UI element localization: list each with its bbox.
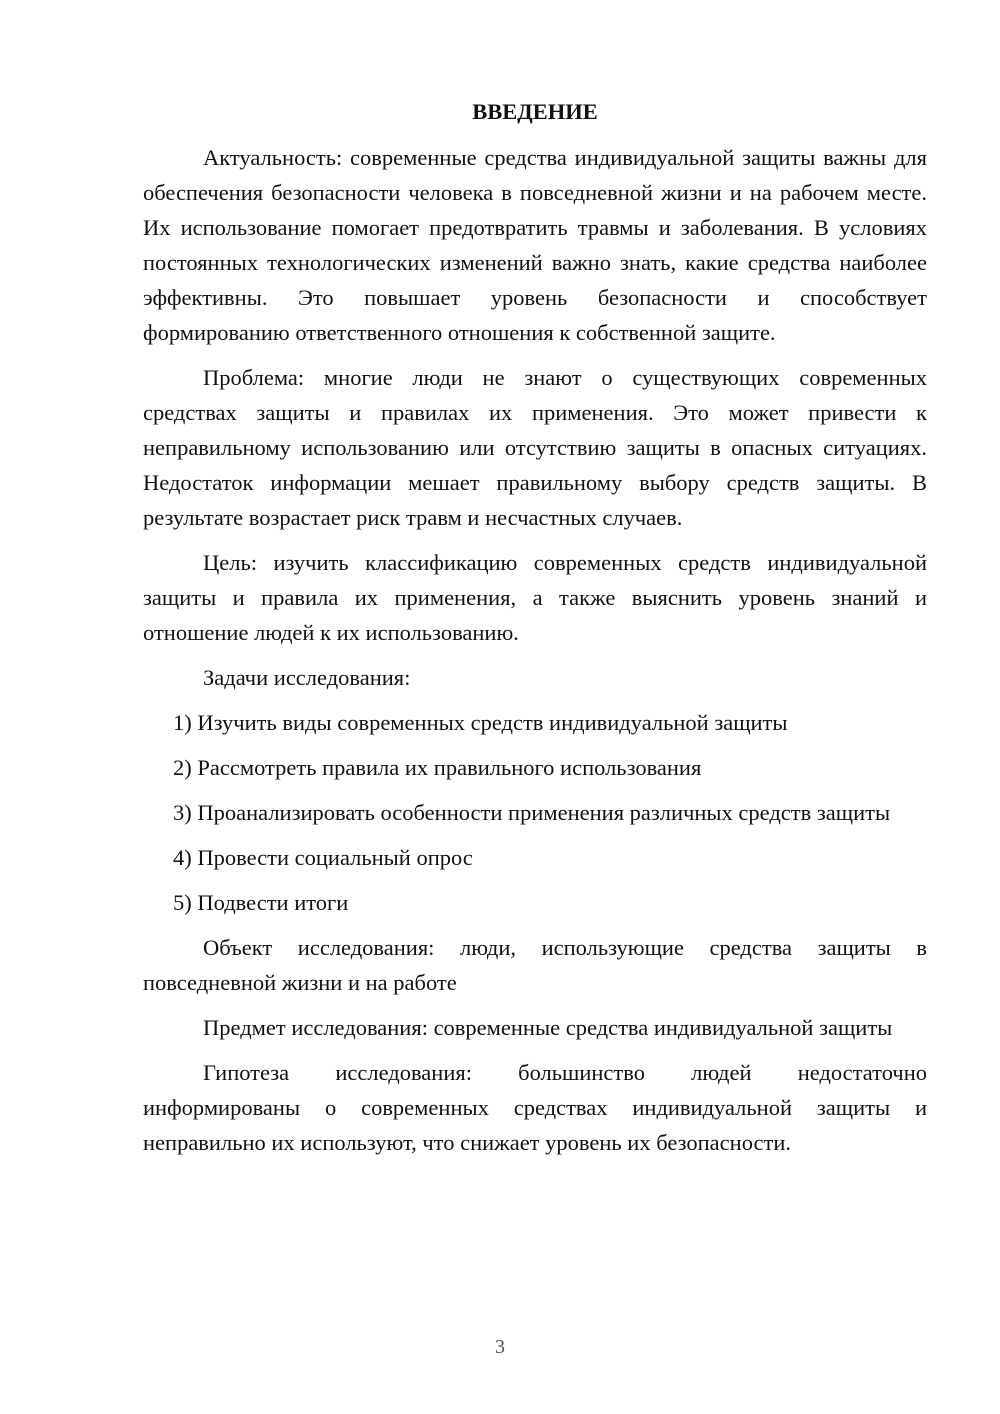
paragraph-hypothesis: Гипотеза исследования: большинство людей недостаточно информированы о современных средствах индивидуальной защиты и неправильно их используют, что снижает уровень их безопасности. — [143, 1060, 927, 1155]
section-title: ВВЕДЕНИЕ — [472, 99, 598, 124]
paragraph-relevance: Актуальность: современные средства индивидуальной защиты важны для обеспечения безопасности человека в повседневной жизни и на рабочем месте. Их использование помогает предотвратить травмы и заболевания. В условиях постоянных технологических изменений важно знать, какие средства наиболее эффективны. Это повышает уровень безопасности и способствует формированию ответственного отношения к собственной защите. — [143, 145, 927, 345]
list-item-task-4: 4) Провести социальный опрос — [173, 845, 473, 870]
paragraph-goal: Цель: изучить классификацию современных средств индивидуальной защиты и правила их применения, а также выяснить уровень знаний и отношение людей к их использованию. — [143, 550, 927, 645]
paragraph-problem: Проблема: многие люди не знают о существующих современных средствах защиты и правилах их применения. Это может привести к неправильному использованию или отсутствию защиты в опасных ситуациях. Недостаток информации мешает правильному выбору средств защиты. В результате возрастает риск травм и несчастных случаев. — [143, 365, 927, 530]
paragraph-subject: Предмет исследования: современные средства индивидуальной защиты — [203, 1015, 893, 1040]
document-body — [143, 94, 927, 1170]
list-item-task-5: 5) Подвести итоги — [173, 890, 349, 915]
list-item-task-2: 2) Рассмотреть правила их правильного использования — [173, 755, 702, 780]
list-item-task-3: 3) Проанализировать особенности применения различных средств защиты — [173, 800, 891, 825]
paragraph-tasks-heading: Задачи исследования: — [203, 665, 411, 690]
list-item-task-1: 1) Изучить виды современных средств индивидуальной защиты — [173, 710, 788, 735]
page-number: 3 — [495, 1336, 505, 1358]
paragraph-object: Объект исследования: люди, использующие средства защиты в повседневной жизни и на работе — [143, 935, 927, 995]
